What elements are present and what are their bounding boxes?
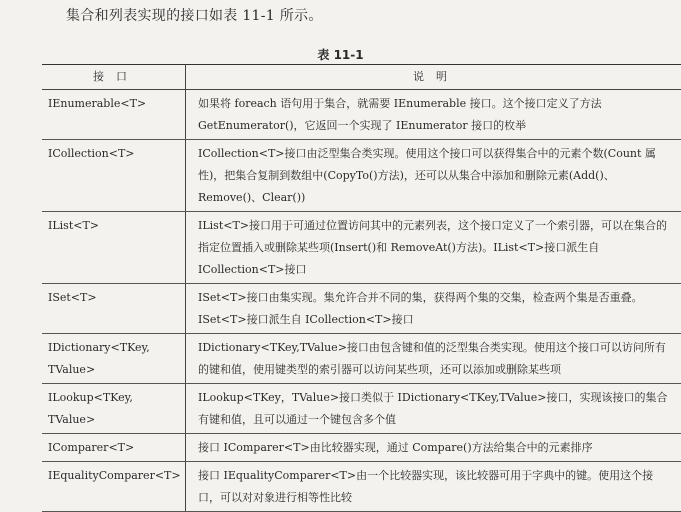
interface-description: ICollection<T>接口由泛型集合类实现。使用这个接口可以获得集合中的元素个数(Count 属性)，把集合复制到数组中(CopyTo()方法)，还可以从集合中添加和删除元素(Add()、Remove()、Clear()) (186, 140, 681, 212)
interface-description: 接口 IEqualityComparer<T>由一个比较器实现，该比较器可用于字典中的键。使用这个接口，可以对对象进行相等性比较 (186, 462, 681, 512)
interface-description: ILookup<TKey，TValue>接口类似于 IDictionary<TKey,TValue>接口，实现该接口的集合有键和值，且可以通过一个键包含多个值 (186, 384, 681, 434)
table-row (42, 212, 681, 284)
interface-name: IComparer<T> (42, 434, 186, 462)
interface-name: IEqualityComparer<T> (42, 462, 186, 512)
intro-text: 集合和列表实现的接口如表 11-1 所示。 (66, 5, 323, 25)
interface-description: ISet<T>接口由集实现。集允许合并不同的集，获得两个集的交集，检查两个集是否重叠。ISet<T>接口派生自 ICollection<T>接口 (186, 284, 681, 334)
table-header-row (42, 65, 681, 90)
interface-description: IDictionary<TKey,TValue>接口由包含键和值的泛型集合类实现。使用这个接口可以访问所有的键和值，使用键类型的索引器可以访问某些项，还可以添加或删除某些项 (186, 334, 681, 384)
interface-name: IList<T> (42, 212, 186, 284)
header-description: 说明 (186, 65, 681, 90)
header-interface: 接口 (42, 65, 186, 90)
interface-description: IList<T>接口用于可通过位置访问其中的元素列表，这个接口定义了一个索引器，可以在集合的指定位置插入或删除某些项(Insert()和 RemoveAt()方法)。IList<T>接口派生自 ICollection<T>接口 (186, 212, 681, 284)
table-row (42, 462, 681, 512)
table-caption: 表 11-1 (0, 46, 681, 63)
interface-name: ILookup<TKey, TValue> (42, 384, 186, 434)
interface-description: 接口 IComparer<T>由比较器实现，通过 Compare()方法给集合中的元素排序 (186, 434, 681, 462)
table-row (42, 434, 681, 462)
table-row (42, 384, 681, 434)
table-row (42, 140, 681, 212)
interface-table (42, 64, 681, 512)
table-row (42, 284, 681, 334)
table-row (42, 334, 681, 384)
interface-name: ISet<T> (42, 284, 186, 334)
interface-description: 如果将 foreach 语句用于集合，就需要 IEnumerable 接口。这个接口定义了方法 GetEnumerator()，它返回一个实现了 IEnumerator 接口的枚举 (186, 90, 681, 140)
interface-name: IDictionary<TKey, TValue> (42, 334, 186, 384)
interface-name: IEnumerable<T> (42, 90, 186, 140)
interface-name: ICollection<T> (42, 140, 186, 212)
table-row (42, 90, 681, 140)
